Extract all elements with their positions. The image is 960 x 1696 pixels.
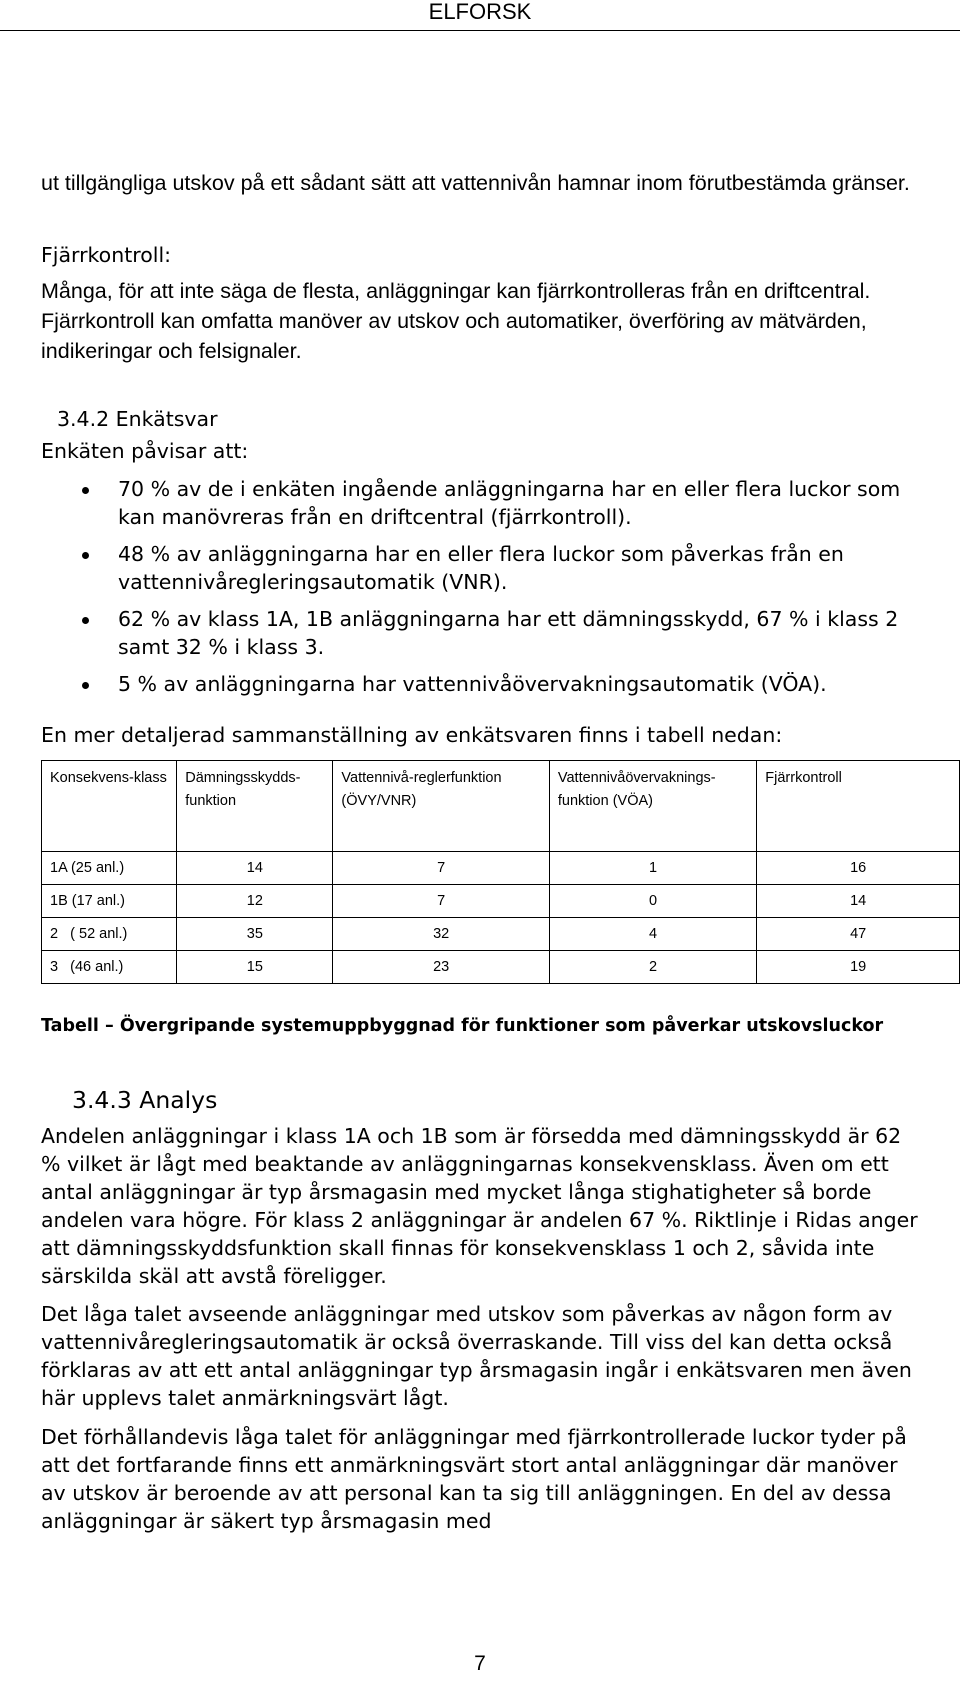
table-cell: 32 xyxy=(333,918,549,951)
fjarrkontroll-label: Fjärrkontroll: xyxy=(41,243,172,267)
table-cell: 0 xyxy=(549,885,756,918)
table-row xyxy=(42,852,960,885)
survey-intro: Enkäten påvisar att: xyxy=(41,439,249,463)
analysis-paragraph-1: Andelen anläggningar i klass 1A och 1B som är försedda med dämningsskydd är 62 % vilket är lågt med beaktande av anläggningarnas konsekvensklass. Även om ett antal anläggningar är typ årsmagasin med mycket långa stighatigheter så borde andelen vara högre. För klass 2 anläggningar är andelen 67 %. Riktlinje i Ridas anger att dämningsskyddsfunktion skall finnas för konsekvensklass 1 och 2, såvida inte särskilda skäl att avstå föreligger. xyxy=(41,1124,918,1288)
table-cell: 19 xyxy=(757,951,960,984)
table-header-cell: Konsekvens-klass xyxy=(42,761,177,852)
table-header-row xyxy=(42,761,960,852)
bullet-icon xyxy=(82,487,89,494)
table-header-cell: Vattennivå-reglerfunktion (ÖVY/VNR) xyxy=(333,761,549,852)
table-row xyxy=(42,951,960,984)
table-cell: 1A (25 anl.) xyxy=(42,852,177,885)
table-header-cell: Fjärrkontroll xyxy=(757,761,960,852)
table-cell: 7 xyxy=(333,885,549,918)
list-item: 62 % av klass 1A, 1B anläggningarna har ett dämningsskydd, 67 % i klass 2 samt 32 % i klass 3. xyxy=(118,605,928,661)
survey-table xyxy=(41,760,960,984)
table-cell: 35 xyxy=(177,918,333,951)
page-number: 7 xyxy=(474,1652,486,1675)
table-cell: 14 xyxy=(177,852,333,885)
table-intro: En mer detaljerad sammanställning av enkätsvaren finns i tabell nedan: xyxy=(41,723,783,747)
table-cell: 1B (17 anl.) xyxy=(42,885,177,918)
list-item: 5 % av anläggningarna har vattennivåövervakningsautomatik (VÖA). xyxy=(118,670,928,698)
table-cell: 3 (46 anl.) xyxy=(42,951,177,984)
table-cell: 16 xyxy=(757,852,960,885)
table-cell: 2 xyxy=(549,951,756,984)
table-header-cell: Vattennivåövervaknings-funktion (VÖA) xyxy=(549,761,756,852)
section-heading-343: 3.4.3 Analys xyxy=(72,1086,218,1114)
table-header-cell: Dämningsskydds-funktion xyxy=(177,761,333,852)
table-row xyxy=(42,885,960,918)
bullet-icon xyxy=(82,617,89,624)
intro-paragraph: ut tillgängliga utskov på ett sådant sätt att vattennivån hamnar inom förutbestämda gränser. xyxy=(41,171,910,195)
analysis-paragraph-3: Det förhållandevis låga talet för anläggningar med fjärrkontrollerade luckor tyder på att det fortfarande finns ett anmärkningsvärt stort antal anläggningar där manöver av utskov är beroende av att personal kan ta sig till anläggningen. En del av dessa anläggningar är säkert typ årsmagasin med xyxy=(41,1425,907,1533)
table-cell: 7 xyxy=(333,852,549,885)
table-cell: 23 xyxy=(333,951,549,984)
section-heading-342: 3.4.2 Enkätsvar xyxy=(57,407,218,431)
table-cell: 1 xyxy=(549,852,756,885)
table-cell: 12 xyxy=(177,885,333,918)
page-header xyxy=(0,0,960,31)
table-cell: 15 xyxy=(177,951,333,984)
table-caption: Tabell – Övergripande systemuppbyggnad för funktioner som påverkar utskovsluckor xyxy=(41,1016,884,1036)
analysis-paragraph-2: Det låga talet avseende anläggningar med utskov som påverkas av någon form av vattennivåregleringsautomatik är också överraskande. Till viss del kan detta också förklaras av att ett antal anläggningar typ årsmagasin ingår i enkätsvaren men även här upplevs talet anmärkningsvärt lågt. xyxy=(41,1302,912,1410)
table-cell: 14 xyxy=(757,885,960,918)
fjarrkontroll-paragraph: Många, för att inte säga de flesta, anläggningar kan fjärrkontrolleras från en driftcentral. Fjärrkontroll kan omfatta manöver av utskov och automatiker, överföring av mätvärden, indikeringar och felsignaler. xyxy=(41,279,871,363)
list-item: 70 % av de i enkäten ingående anläggningarna har en eller flera luckor som kan manövreras från en driftcentral (fjärrkontroll). xyxy=(118,475,928,531)
table-cell: 47 xyxy=(757,918,960,951)
bullet-icon xyxy=(82,682,89,689)
list-item: 48 % av anläggningarna har en eller flera luckor som påverkas från en vattennivåregleringsautomatik (VNR). xyxy=(118,540,928,596)
table-row xyxy=(42,918,960,951)
table-cell: 4 xyxy=(549,918,756,951)
table-cell: 2 ( 52 anl.) xyxy=(42,918,177,951)
bullet-icon xyxy=(82,552,89,559)
header-title: ELFORSK xyxy=(428,0,532,24)
